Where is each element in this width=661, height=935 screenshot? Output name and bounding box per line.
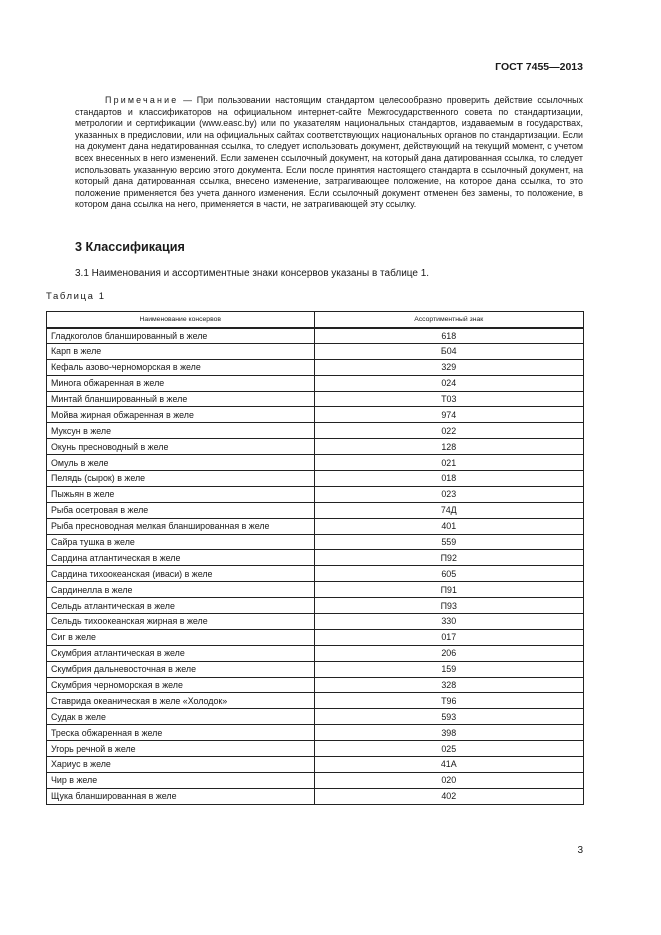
product-name-cell: Мойва жирная обжаренная в желе <box>47 407 315 423</box>
table-row <box>47 772 584 788</box>
product-name-cell: Сельдь атлантическая в желе <box>47 598 315 614</box>
table-row <box>47 486 584 502</box>
product-name-cell: Скумбрия черноморская в желе <box>47 677 315 693</box>
assortment-code-cell: 330 <box>314 614 583 630</box>
product-name-cell: Хариус в желе <box>47 757 315 773</box>
product-name-cell: Муксун в желе <box>47 423 315 439</box>
product-name-cell: Пелядь (сырок) в желе <box>47 471 315 487</box>
table-row <box>47 391 584 407</box>
note-lead: Примечание <box>105 95 179 105</box>
product-name-cell: Омуль в желе <box>47 455 315 471</box>
table-caption: Таблица 1 <box>46 291 106 302</box>
table-row <box>47 343 584 359</box>
product-name-cell: Рыба осетровая в желе <box>47 502 315 518</box>
table-row <box>47 518 584 534</box>
page-number: 3 <box>577 845 583 856</box>
table-row <box>47 550 584 566</box>
assortment-code-cell: Т96 <box>314 693 583 709</box>
table-row <box>47 757 584 773</box>
product-name-cell: Чир в желе <box>47 772 315 788</box>
product-name-cell: Минога обжаренная в желе <box>47 375 315 391</box>
product-name-cell: Судак в желе <box>47 709 315 725</box>
table-row <box>47 645 584 661</box>
assortment-code-cell: 017 <box>314 629 583 645</box>
table-row <box>47 725 584 741</box>
column-header-name: Наименование консервов <box>47 312 315 328</box>
product-name-cell: Кефаль азово-черноморская в желе <box>47 359 315 375</box>
assortment-code-cell: Т03 <box>314 391 583 407</box>
product-name-cell: Щука бланшированная в желе <box>47 788 315 804</box>
product-name-cell: Скумбрия атлантическая в желе <box>47 645 315 661</box>
assortment-code-cell: 74Д <box>314 502 583 518</box>
assortment-code-cell: 401 <box>314 518 583 534</box>
assortment-code-cell: 328 <box>314 677 583 693</box>
product-name-cell: Карп в желе <box>47 343 315 359</box>
table-body <box>47 328 584 805</box>
assortment-code-cell: 206 <box>314 645 583 661</box>
product-name-cell: Пыжьян в желе <box>47 486 315 502</box>
table-row <box>47 423 584 439</box>
assortment-code-cell: П92 <box>314 550 583 566</box>
product-name-cell: Рыба пресноводная мелкая бланшированная в желе <box>47 518 315 534</box>
assortment-code-cell: 593 <box>314 709 583 725</box>
product-name-cell: Сельдь тихоокеанская жирная в желе <box>47 614 315 630</box>
assortment-code-cell: 329 <box>314 359 583 375</box>
product-name-cell: Сардина тихоокеанская (иваси) в желе <box>47 566 315 582</box>
note-text: — При пользовании настоящим стандартом целесообразно проверить действие ссылочных стандартов и классификаторов на официальном интернет-сайте Межгосударственного совета по стандартизации, метрологии и сертификации (www.easc.by) или по указателям национальных стандартов, издаваемым в государствах, указанных в предисловии, или на официальных сайтах соответствующих национальных органов по стандартизации. Если на документ дана недатированная ссылка, то следует использовать документ, действующий на текущий момент, с учетом всех внесенных в него изменений. Если заменен ссылочный документ, на который дана датированная ссылка, то следует использовать указанную версию этого документа. Если после принятия настоящего стандарта в ссылочный документ, на который дана датированная ссылка, внесено изменение, затрагивающее положение, на которое дана ссылка, то это положение применяется без учета данного изменения. Если ссылочный документ отменен без замены, то положение, в котором дана ссылка на него, применяется в части, не затрагивающей эту ссылку. <box>75 95 583 210</box>
table-row <box>47 359 584 375</box>
assortment-code-cell: 024 <box>314 375 583 391</box>
assortment-code-cell: 022 <box>314 423 583 439</box>
assortment-code-cell: 128 <box>314 439 583 455</box>
table-row <box>47 455 584 471</box>
assortment-code-cell: 159 <box>314 661 583 677</box>
table-row <box>47 709 584 725</box>
table-row <box>47 328 584 344</box>
assortment-code-cell: П91 <box>314 582 583 598</box>
document-code: ГОСТ 7455—2013 <box>495 61 583 73</box>
assortment-code-cell: 618 <box>314 328 583 344</box>
body-paragraph: 3.1 Наименования и ассортиментные знаки консервов указаны в таблице 1. <box>75 268 430 279</box>
table-row <box>47 614 584 630</box>
product-name-cell: Сайра тушка в желе <box>47 534 315 550</box>
table-row <box>47 407 584 423</box>
table-row <box>47 582 584 598</box>
product-name-cell: Ставрида океаническая в желе «Холодок» <box>47 693 315 709</box>
assortment-code-cell: 974 <box>314 407 583 423</box>
product-name-cell: Сардинелла в желе <box>47 582 315 598</box>
table-row <box>47 566 584 582</box>
table-row <box>47 534 584 550</box>
product-name-cell: Угорь речной в желе <box>47 741 315 757</box>
product-name-cell: Гладкоголов бланшированный в желе <box>47 328 315 344</box>
table-row <box>47 439 584 455</box>
product-name-cell: Окунь пресноводный в желе <box>47 439 315 455</box>
assortment-code-cell: 025 <box>314 741 583 757</box>
assortment-code-cell: 559 <box>314 534 583 550</box>
table-row <box>47 677 584 693</box>
note-paragraph <box>75 95 583 211</box>
table-row <box>47 661 584 677</box>
table-row <box>47 375 584 391</box>
assortment-code-cell: 398 <box>314 725 583 741</box>
assortment-code-cell: 020 <box>314 772 583 788</box>
assortment-code-cell: 021 <box>314 455 583 471</box>
section-title: 3 Классификация <box>75 240 185 254</box>
table-row <box>47 629 584 645</box>
assortment-code-cell: 018 <box>314 471 583 487</box>
product-name-cell: Скумбрия дальневосточная в желе <box>47 661 315 677</box>
assortment-code-cell: 402 <box>314 788 583 804</box>
assortment-code-cell: Б04 <box>314 343 583 359</box>
product-name-cell: Сиг в желе <box>47 629 315 645</box>
product-table <box>46 311 584 805</box>
assortment-code-cell: 605 <box>314 566 583 582</box>
table-row <box>47 471 584 487</box>
table-header-row <box>47 312 584 328</box>
assortment-code-cell: П93 <box>314 598 583 614</box>
table-row <box>47 502 584 518</box>
table-row <box>47 788 584 804</box>
table-row <box>47 741 584 757</box>
assortment-code-cell: 41А <box>314 757 583 773</box>
table-row <box>47 598 584 614</box>
table-row <box>47 693 584 709</box>
product-name-cell: Треска обжаренная в желе <box>47 725 315 741</box>
product-name-cell: Сардина атлантическая в желе <box>47 550 315 566</box>
product-name-cell: Минтай бланшированный в желе <box>47 391 315 407</box>
column-header-code: Ассортиментный знак <box>314 312 583 328</box>
assortment-code-cell: 023 <box>314 486 583 502</box>
